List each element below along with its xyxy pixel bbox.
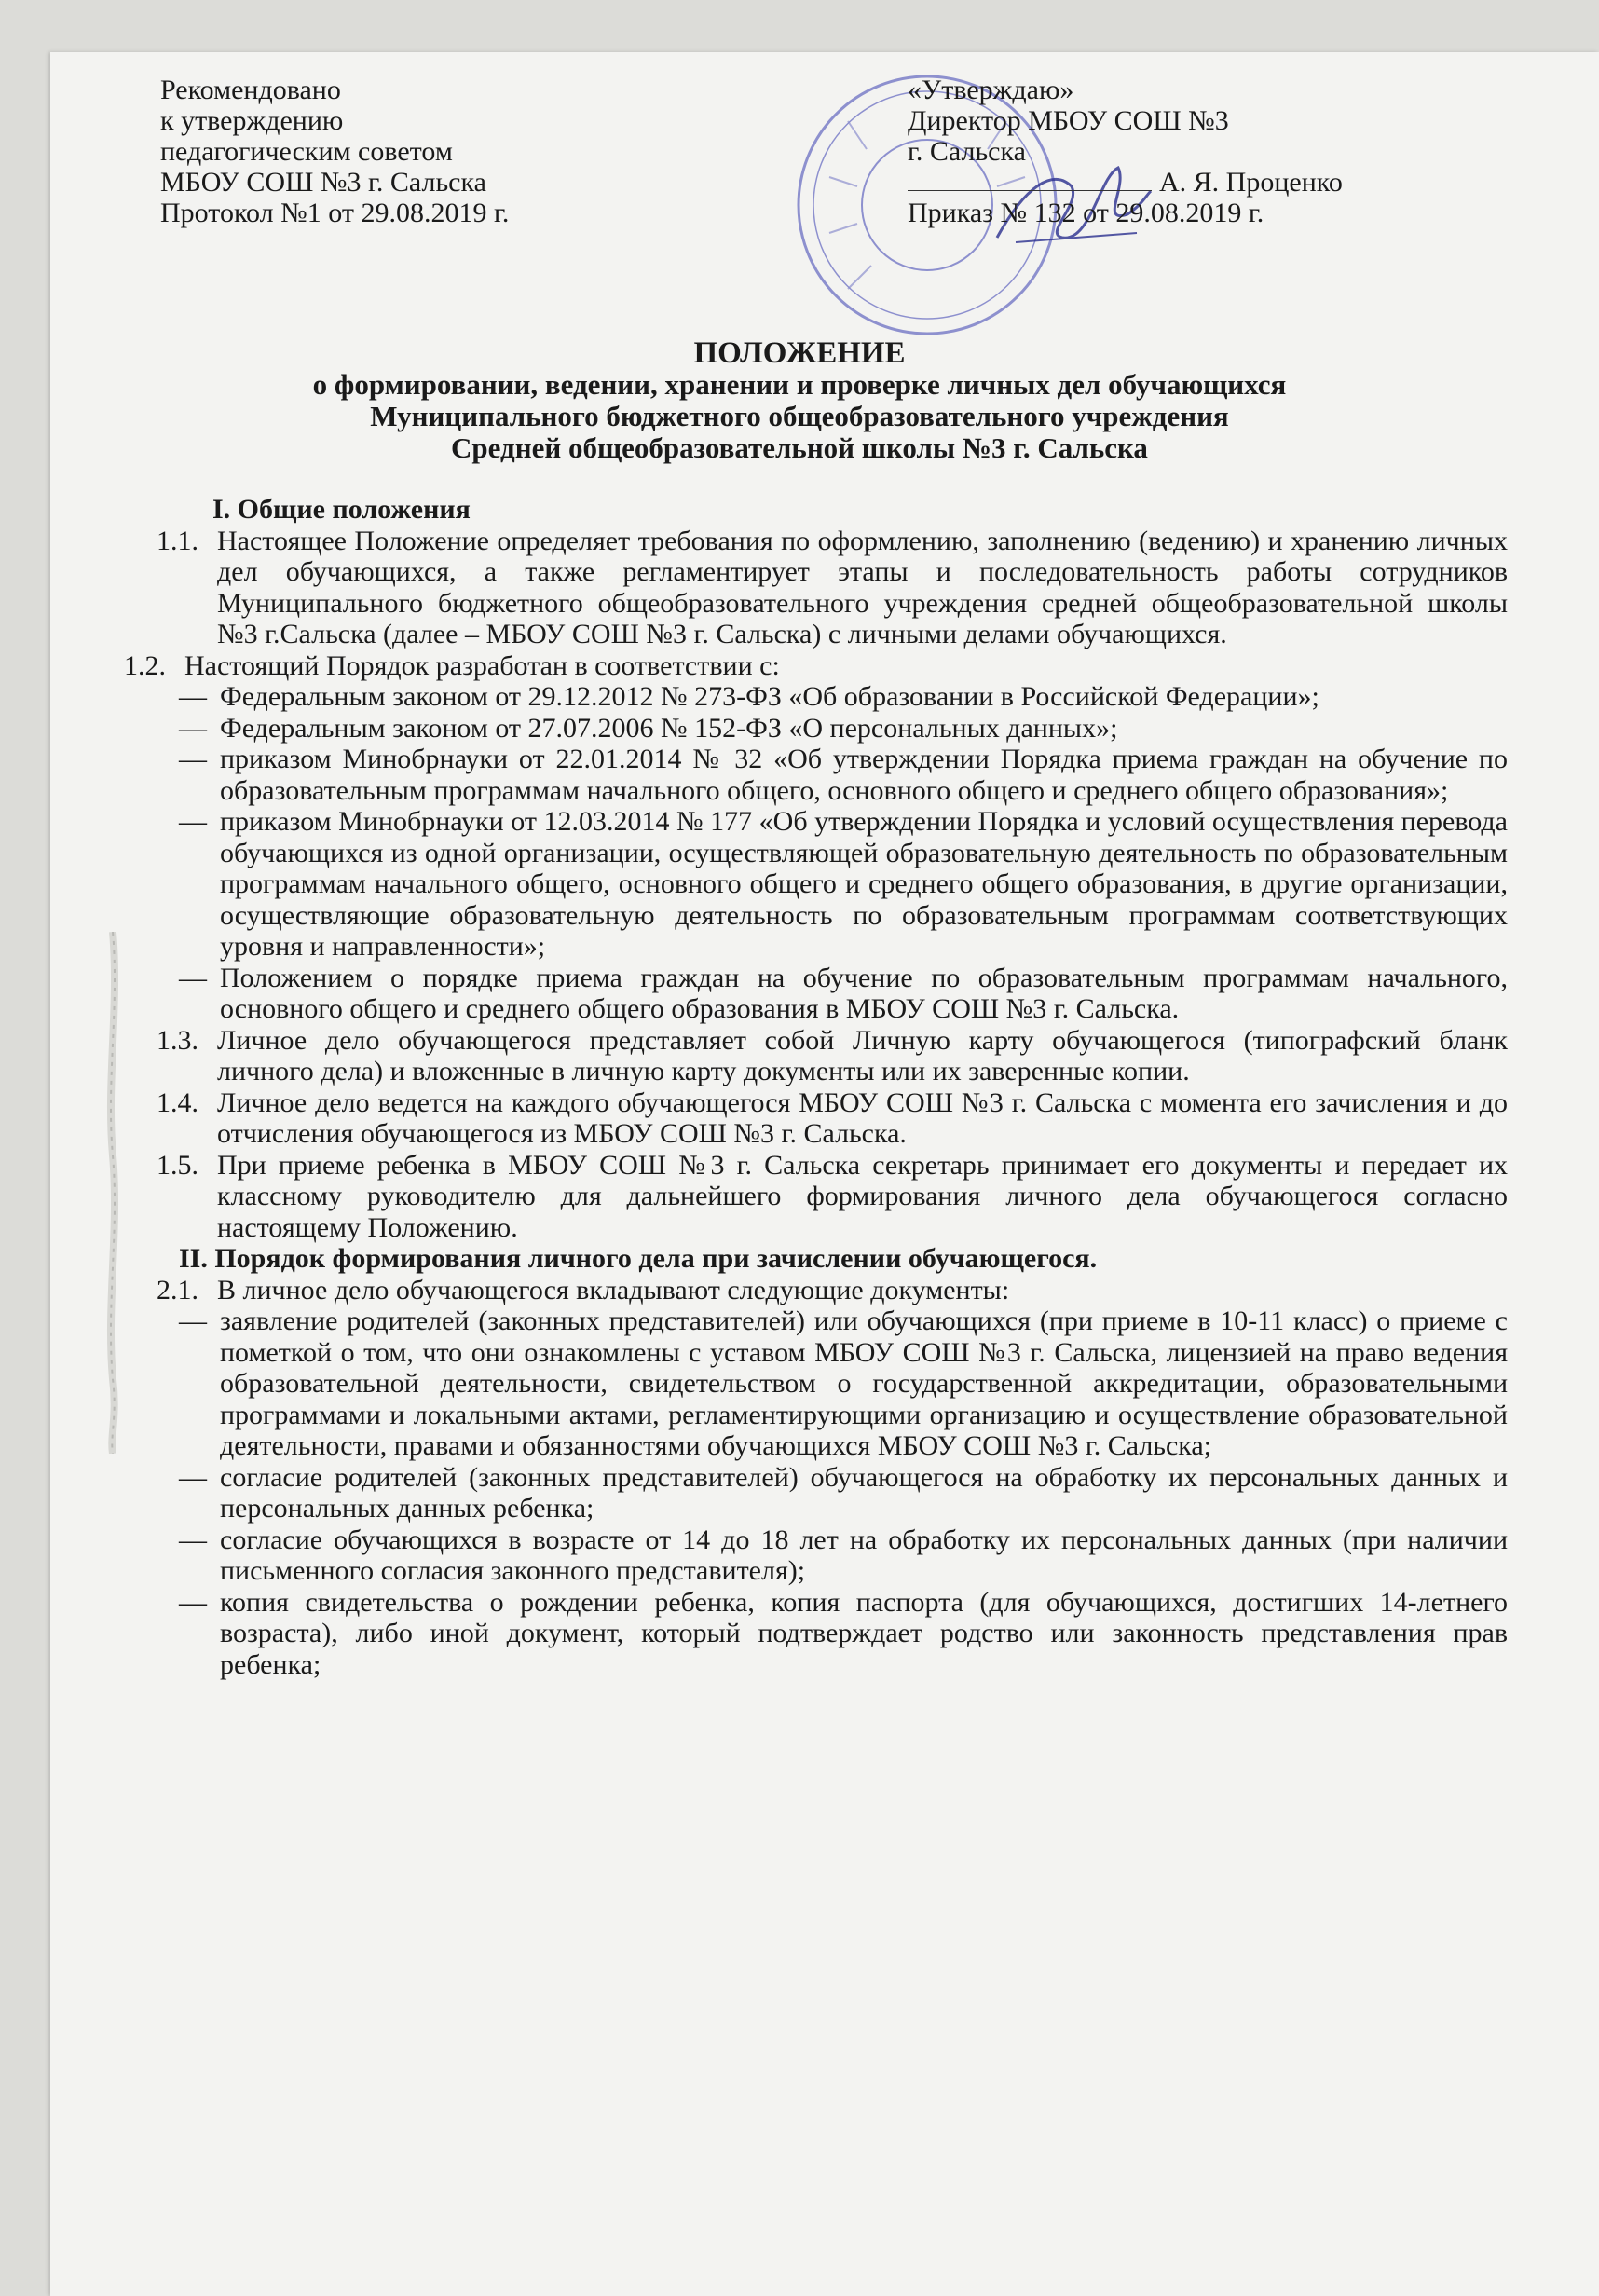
list-item-text: приказом Минобрнауки от 22.01.2014 № 32 «Об утверждении Порядка приема граждан на обучение по образовательным программам начального общего, основного общего и среднего общего образования»; [220, 744, 1508, 806]
list-item [157, 1462, 1508, 1524]
document-title-block [0, 337, 1599, 464]
clause-text: В личное дело обучающегося вкладывают следующие документы: [217, 1274, 1010, 1305]
list-item [157, 806, 1508, 963]
dash-marker: — [179, 962, 207, 993]
list-item-text: согласие родителей (законных представителей) обучающегося на обработку их персональных данных и персональных данных ребенка; [220, 1461, 1508, 1524]
dash-marker: — [179, 1461, 207, 1493]
approval-block [908, 75, 1343, 228]
section-heading: I. Общие положения [212, 494, 471, 525]
clause-number: 1.2. [124, 649, 166, 681]
signatory-row [908, 167, 1343, 198]
dash-marker: — [179, 1586, 207, 1618]
list-item [157, 713, 1508, 745]
list-item [157, 1305, 1508, 1462]
clause [157, 1150, 1508, 1244]
clause [157, 1025, 1508, 1087]
list-item [157, 744, 1508, 806]
signature-line [908, 168, 1152, 191]
binding-cord [99, 932, 127, 1454]
recommended-line: к утверждению [160, 105, 344, 136]
document-body [124, 494, 1508, 1680]
clause [157, 526, 1508, 650]
clause-number: 1.5. [157, 1149, 198, 1181]
recommended-line: Протокол №1 от 29.08.2019 г. [160, 198, 510, 228]
clause-number: 1.3. [157, 1024, 198, 1056]
section-heading: II. Порядок формирования личного дела при зачислении обучающегося. [179, 1243, 1098, 1274]
clause-number: 2.1. [157, 1274, 198, 1305]
dash-marker: — [179, 681, 207, 712]
clause [157, 1087, 1508, 1150]
list-item-text: Федеральным законом от 27.07.2006 № 152-ФЗ «О персональных данных»; [220, 712, 1118, 744]
recommended-block [160, 75, 509, 228]
order-reference: Приказ № 132 от 29.08.2019 г. [908, 198, 1264, 228]
document-subtitle: о формировании, ведении, хранении и проверке личных дел обучающихся [312, 368, 1287, 401]
list-item [157, 1587, 1508, 1681]
clause-number: 1.1. [157, 525, 198, 556]
clause-text: Личное дело ведется на каждого обучающегося МБОУ СОШ №3 г. Сальска с момента его зачисления и до отчисления обучающегося из МБОУ СОШ №3 г. Сальска. [217, 1086, 1508, 1149]
list-item-text: заявление родителей (законных представителей) или обучающихся (при приеме в 10-11 класс) о приеме с пометкой о том, что они ознакомлены с уставом МБОУ СОШ №3 г. Сальска, лицензией на право ведения образовательной деятельности, свидетельством о государственной аккредитации, образовательными программами и локальными актами, регламентирующими организацию и осуществление образовательной деятельности, правами и обязанностями обучающихся МБОУ СОШ №3 г. Сальска; [220, 1305, 1508, 1461]
list-item [157, 963, 1508, 1025]
dash-marker: — [179, 1305, 207, 1336]
list-item-text: приказом Минобрнауки от 12.03.2014 № 177 «Об утверждении Порядка и условий осуществления перевода обучающихся из одной организации, осуществляющей образовательную деятельность по образовательным программам начального общего, основного общего и среднего общего образования, в другие организации, осуществляющие образовательную деятельность по образовательным программам соответствующих уровня и направленности»; [220, 806, 1508, 962]
clause [157, 1275, 1508, 1306]
list-item-text: копия свидетельства о рождении ребенка, копия паспорта (для обучающихся, достигших 14-летнего возраста), либо иной документ, который подтверждает родство или законность представления прав ребенка; [220, 1586, 1508, 1680]
list-item-text: Федеральным законом от 29.12.2012 № 273-ФЗ «Об образовании в Российской Федерации»; [220, 681, 1319, 712]
clause-text: Настоящее Положение определяет требования по оформлению, заполнению (ведению) и хранению личных дел обучающихся, а также регламентирует этапы и последовательность работы сотрудников Муниципального бюджетного общеобразовательного учреждения средней общеобразовательной школы №3 г.Сальска (далее – МБОУ СОШ №3 г. Сальска) с личными делами обучающихся. [217, 525, 1508, 649]
clause-text: Настоящий Порядок разработан в соответствии с: [184, 649, 780, 681]
dash-marker: — [179, 712, 207, 744]
list-item [157, 681, 1508, 713]
signatory-name: А. Я. Проценко [1159, 167, 1343, 198]
clause [124, 650, 1508, 682]
list-item-text: Положением о порядке приема граждан на обучение по образовательным программам начального, основного общего и среднего общего образования в МБОУ СОШ №3 г. Сальска. [220, 962, 1508, 1024]
director-city: г. Сальска [908, 136, 1026, 167]
dash-marker: — [179, 806, 207, 837]
clause-text: Личное дело обучающегося представляет собой Личную карту обучающегося (типографский бланк личного дела) и вложенные в личную карту документы или их заверенные копии. [217, 1024, 1508, 1086]
recommended-line: Рекомендовано [160, 75, 341, 105]
director-title: Директор МБОУ СОШ №3 [908, 105, 1229, 136]
list-item-text: согласие обучающихся в возрасте от 14 до 18 лет на обработку их персональных данных (при наличии письменного согласия законного представителя); [220, 1524, 1508, 1586]
dash-marker: — [179, 1524, 207, 1555]
clause-text: При приеме ребенка в МБОУ СОШ №3 г. Сальска секретарь принимает его документы и передает их классному руководителю для дальнейшего формирования личного дела обучающегося согласно настоящему Положению. [217, 1149, 1508, 1243]
approve-label: «Утверждаю» [908, 75, 1074, 105]
recommended-line: МБОУ СОШ №3 г. Сальска [160, 167, 486, 198]
dash-marker: — [179, 744, 207, 774]
list-item [157, 1524, 1508, 1587]
clause-number: 1.4. [157, 1086, 198, 1118]
document-subtitle: Муниципального бюджетного общеобразовательного учреждения [370, 400, 1229, 432]
recommended-line: педагогическим советом [160, 136, 453, 167]
document-type: ПОЛОЖЕНИЕ [693, 336, 906, 370]
document-subtitle: Средней общеобразовательной школы №3 г. Сальска [451, 431, 1148, 464]
